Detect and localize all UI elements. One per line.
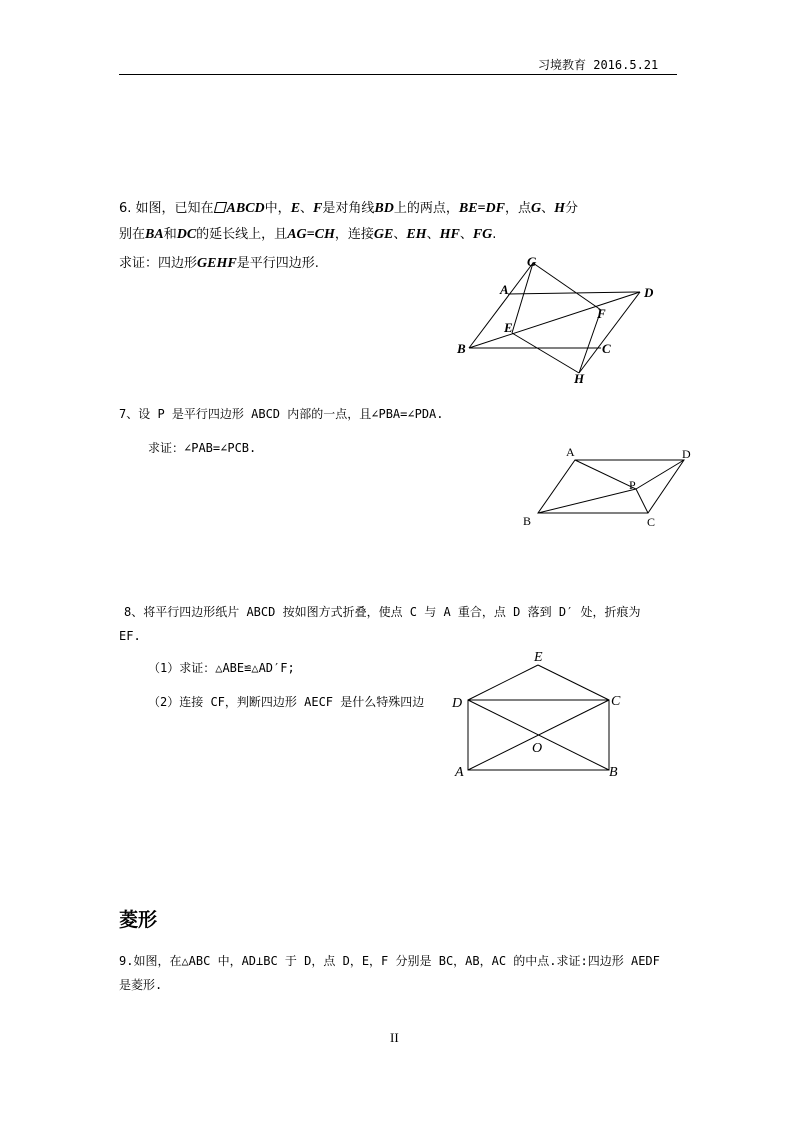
q6-figure	[455, 252, 665, 387]
label-e: E	[534, 650, 543, 665]
q6-line1: 6. 如图，已知在 ABCD中，E、F是对角线BD上的两点，BE=DF，点G、H分	[119, 201, 579, 216]
segment-gf	[533, 263, 601, 310]
parallelogram-abcd	[538, 460, 684, 513]
label-c: C	[611, 694, 621, 709]
q6-line3: 求证：四边形GEHF是平行四边形.	[119, 256, 319, 271]
label-g: G	[527, 254, 537, 269]
segment-eh	[512, 333, 579, 373]
q6-line2: 别在BA和DC的延长线上，且AG=CH，连接GE、EH、HF、FG.	[119, 227, 497, 242]
segment-dh	[579, 292, 640, 373]
label-h: H	[574, 371, 585, 386]
header-rule	[119, 74, 677, 75]
parallelogram-icon	[214, 202, 227, 213]
q8-line2: EF.	[119, 629, 141, 643]
q7-line2: 求证：∠PAB=∠PCB.	[148, 441, 257, 455]
label-c: C	[647, 515, 656, 529]
q8-part2: （2）连接 CF，判断四边形 AECF 是什么特殊四边	[148, 695, 425, 709]
label-p: P	[629, 478, 636, 492]
label-b: B	[523, 514, 532, 528]
label-a: A	[455, 765, 464, 780]
label-f: F	[597, 306, 606, 321]
section-title: 菱形	[119, 909, 158, 931]
label-a: A	[500, 282, 509, 297]
segment-ec	[538, 665, 609, 700]
q7-figure	[518, 443, 698, 533]
segment-pd	[636, 460, 684, 489]
page-header: 习境教育 2016.5.21	[538, 58, 659, 72]
label-c: C	[602, 341, 611, 356]
label-o: O	[532, 741, 543, 756]
label-b: B	[609, 765, 618, 780]
page-number: II	[390, 1030, 399, 1045]
label-a: A	[566, 445, 575, 459]
segment-ge	[512, 263, 533, 333]
label-e: E	[504, 320, 513, 335]
label-d: D	[644, 285, 654, 300]
q8-line1: 8、将平行四边形纸片 ABCD 按如图方式折叠，使点 C 与 A 重合，点 D 落到 D′ 处，折痕为	[124, 605, 641, 619]
segment-ad	[508, 292, 640, 294]
q8-part1: （1）求证：△ABE≌△AD′F;	[148, 661, 295, 675]
label-b: B	[457, 341, 466, 356]
label-d: D	[452, 696, 463, 711]
segment-bd	[469, 292, 640, 348]
segment-pc	[636, 489, 648, 513]
q9-line1: 9.如图，在△ABC 中，AD⊥BC 于 D，点 D，E，F 分别是 BC，AB，AC 的中点.求证:四边形 AEDF	[119, 954, 660, 968]
segment-ap	[575, 460, 636, 489]
segment-gb	[469, 263, 533, 348]
q9-line2: 是菱形.	[119, 978, 163, 992]
q7-line1: 7、设 P 是平行四边形 ABCD 内部的一点，且∠PBA=∠PDA.	[119, 407, 444, 421]
label-d: D	[682, 447, 691, 461]
segment-de	[468, 665, 538, 700]
q8-figure	[450, 645, 630, 785]
